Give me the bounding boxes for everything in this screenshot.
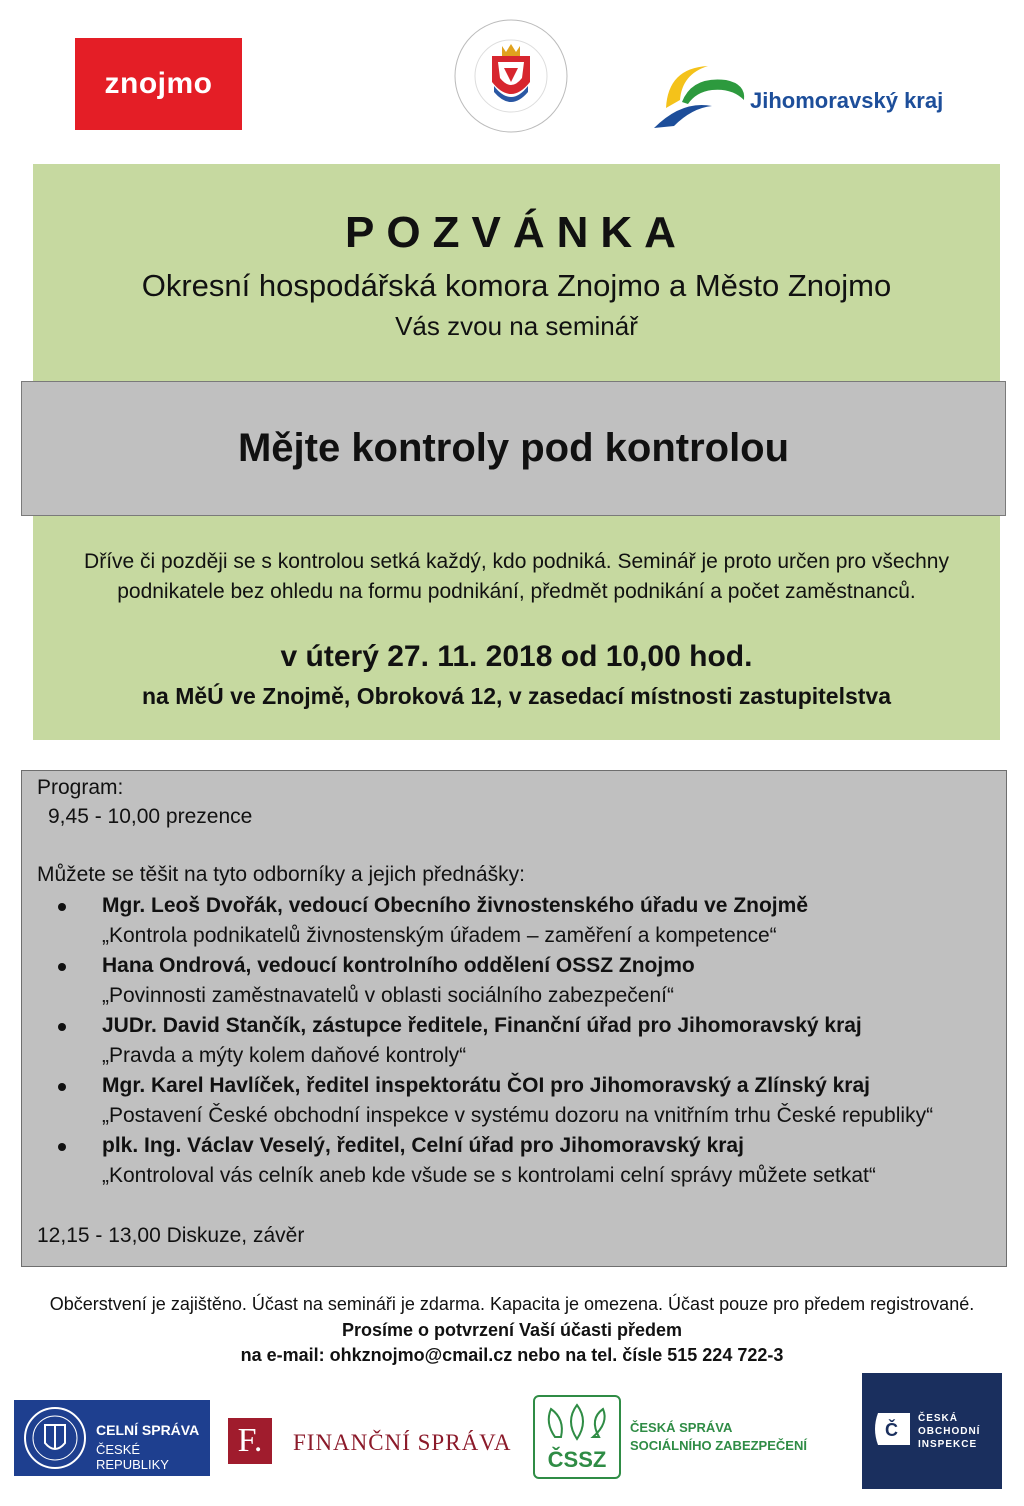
speaker-name: JUDr. David Stančík, zástupce ředitele, Finanční úřad pro Jihomoravský kraj — [102, 1014, 862, 1037]
invitation-line: Vás zvou na seminář — [395, 311, 638, 341]
seminar-title: Mějte kontroly pod kontrolou — [237, 426, 790, 470]
page-title: POZVÁNKA — [345, 208, 688, 257]
znojmo-logo-text: znojmo — [104, 67, 213, 100]
celni-sprava-logo — [14, 1400, 210, 1476]
cssz-leaves-icon — [535, 1399, 619, 1449]
event-datetime: v úterý 27. 11. 2018 od 10,00 hod. — [280, 640, 753, 673]
cssz-line-1: ČESKÁ SPRÁVA — [630, 1420, 733, 1435]
intro-text-line-1: Dříve či později se s kontrolou setká každý, kdo podniká. Seminář je proto určen pro všechny — [84, 550, 949, 573]
bullet-icon — [58, 903, 66, 911]
intro-text-line-2: podnikatele bez ohledu na formu podnikání, předmět podnikání a počet zaměstnanců. — [117, 580, 916, 603]
okhk-seal-icon — [448, 16, 574, 136]
footer-rsvp: Prosíme o potvrzení Vaší účasti předem — [341, 1320, 683, 1340]
program-closing: 12,15 - 13,00 Diskuze, závěr — [37, 1224, 305, 1247]
jmk-logo-text: Jihomoravský kraj — [750, 88, 944, 113]
coi-line-2: OBCHODNÍ — [918, 1426, 981, 1437]
coi-logo — [862, 1373, 1002, 1489]
speaker-talk: „Kontroloval vás celník aneb kde všude se s kontrolami celní správy můžete setkat“ — [102, 1164, 876, 1187]
coi-line-3: INSPEKCE — [918, 1439, 978, 1450]
program-label: Program: — [37, 776, 124, 799]
program-registration: 9,45 - 10,00 prezence — [48, 805, 253, 828]
footer-notice: Občerstvení je zajištěno. Účast na semináři je zdarma. Kapacita je omezena. Účast pouze pro předem registrované. — [49, 1294, 975, 1314]
bullet-icon — [58, 1143, 66, 1151]
speaker-name: Hana Ondrová, vedoucí kontrolního oddělení OSSZ Znojmo — [102, 954, 695, 977]
jihomoravsky-kraj-logo — [652, 60, 972, 135]
jmk-swoosh-icon — [652, 60, 748, 135]
speaker-talk: „Kontrola podnikatelů živnostenským úřadem – zaměření a kompetence“ — [102, 924, 777, 947]
speaker-name: plk. Ing. Václav Veselý, ředitel, Celní úřad pro Jihomoravský kraj — [102, 1134, 744, 1157]
celni-line-2: ČESKÉ REPUBLIKY — [96, 1442, 169, 1472]
coi-line-1: ČESKÁ — [918, 1413, 959, 1424]
cssz-abbr: ČSSZ — [547, 1447, 607, 1472]
speakers-intro: Můžete se těšit na tyto odborníky a jejich přednášky: — [37, 863, 525, 886]
bullet-icon — [58, 1023, 66, 1031]
speaker-name: Mgr. Leoš Dvořák, vedoucí Obecního živnostenského úřadu ve Znojmě — [102, 894, 808, 917]
fs-letter: F. — [237, 1422, 263, 1459]
speaker-name: Mgr. Karel Havlíček, ředitel inspektorátu ČOI pro Jihomoravský a Zlínský kraj — [102, 1074, 870, 1097]
coi-emblem-icon — [870, 1409, 916, 1449]
speaker-talk: „Povinnosti zaměstnavatelů v oblasti sociálního zabezpečení“ — [102, 984, 674, 1007]
znojmo-logo — [75, 38, 242, 130]
speaker-talk: „Postavení České obchodní inspekce v systému dozoru na vnitřním trhu České republiky“ — [102, 1104, 934, 1127]
cssz-line-2: SOCIÁLNÍHO ZABEZPEČENÍ — [630, 1438, 807, 1453]
svg-text:Č: Č — [885, 1420, 898, 1440]
footer-contact: na e-mail: ohkznojmo@cmail.cz nebo na tel. čísle 515 224 722-3 — [240, 1345, 784, 1365]
financni-sprava-logo — [228, 1418, 272, 1464]
organizers-line: Okresní hospodářská komora Znojmo a Město Znojmo — [141, 268, 892, 303]
okhk-logo — [448, 16, 574, 136]
program-panel — [21, 770, 1007, 1267]
bullet-icon — [58, 963, 66, 971]
bullet-icon — [58, 1083, 66, 1091]
cssz-logo — [533, 1395, 621, 1479]
celni-emblem-icon — [20, 1403, 90, 1473]
speaker-talk: „Pravda a mýty kolem daňové kontroly“ — [102, 1044, 467, 1067]
financni-sprava-text: FINANČNÍ SPRÁVA — [293, 1430, 512, 1455]
seminar-title-band — [21, 381, 1006, 516]
celni-line-1: CELNÍ SPRÁVA — [96, 1422, 200, 1438]
event-venue: na MěÚ ve Znojmě, Obroková 12, v zasedací místnosti zastupitelstva — [141, 683, 892, 709]
